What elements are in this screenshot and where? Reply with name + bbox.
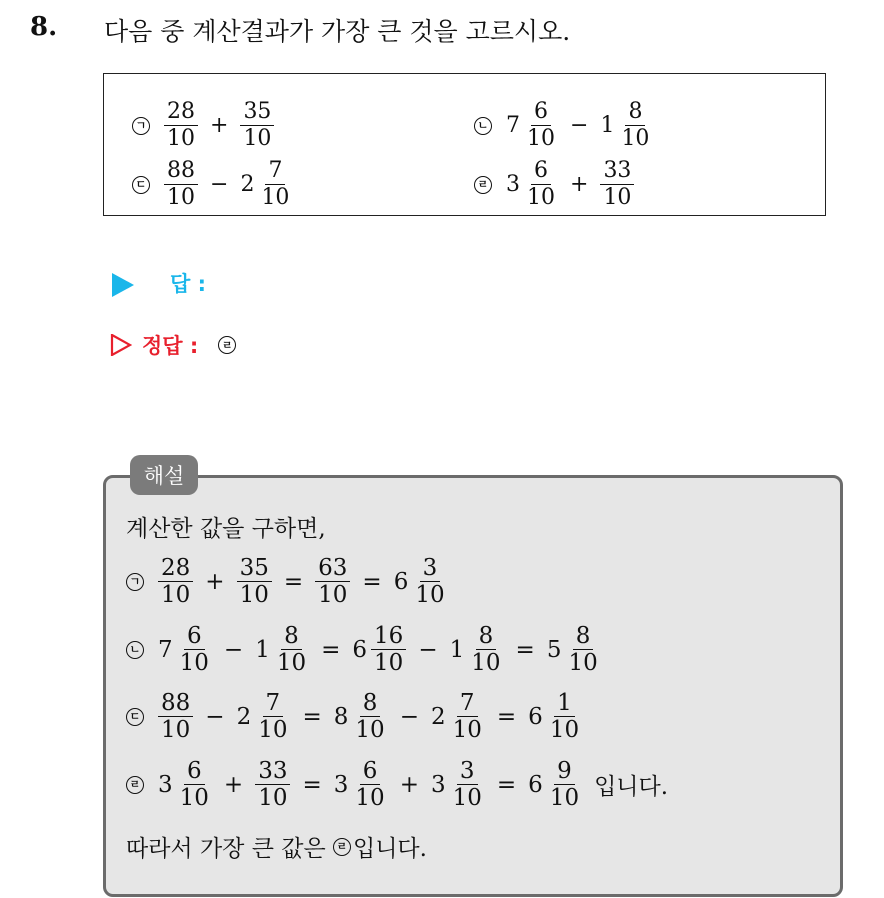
numerator: 88 (158, 690, 193, 717)
choice-a (132, 99, 278, 152)
denominator: 10 (239, 582, 269, 608)
numerator: 8 (625, 99, 645, 126)
fraction (547, 690, 582, 743)
explanation-line-c (126, 690, 586, 743)
fraction (237, 555, 272, 608)
numerator: 33 (255, 758, 290, 785)
fraction (524, 99, 558, 152)
operator: + (210, 113, 229, 138)
fraction (412, 555, 447, 608)
fraction (600, 158, 634, 211)
choice-c (132, 158, 296, 211)
numerator: 8 (281, 623, 302, 650)
fraction (158, 690, 193, 743)
numerator: 16 (371, 623, 406, 650)
denominator: 10 (179, 785, 209, 811)
numerator: 8 (573, 623, 594, 650)
explanation-conclusion (126, 830, 427, 863)
outline-triangle-icon (110, 334, 132, 356)
fraction (177, 623, 212, 676)
denominator: 10 (527, 126, 555, 151)
denominator: 10 (415, 582, 445, 608)
denominator: 10 (355, 785, 385, 811)
whole-number: 7 (506, 113, 520, 138)
fraction (352, 690, 387, 743)
numerator: 7 (265, 158, 285, 185)
choice-d (474, 158, 638, 211)
whole-number: 3 (506, 172, 520, 197)
fraction (450, 690, 485, 743)
denominator: 10 (603, 185, 632, 210)
explanation-line-a (126, 555, 452, 608)
correct-answer-marker: ㄹ (218, 336, 236, 354)
equals-sign: = (302, 703, 322, 730)
fraction (255, 758, 290, 811)
fraction (371, 623, 406, 676)
numerator: 8 (476, 623, 497, 650)
whole-number: 3 (158, 771, 173, 798)
numerator: 6 (184, 623, 205, 650)
explanation-intro: 계산한 값을 구하면, (126, 516, 326, 542)
equals-sign: = (496, 703, 517, 730)
fraction (240, 99, 274, 152)
whole-number: 8 (333, 703, 349, 730)
operator: − (570, 113, 589, 138)
choice-b-marker: ㄴ (474, 117, 492, 135)
denominator: 10 (161, 717, 191, 743)
denominator: 10 (243, 126, 272, 151)
fraction (158, 555, 193, 608)
numerator: 9 (554, 758, 575, 785)
numerator: 1 (554, 690, 575, 717)
denominator: 10 (261, 185, 290, 210)
conclusion-text: 따라서 가장 큰 값은 (126, 836, 333, 862)
denominator: 10 (549, 785, 580, 811)
play-triangle-icon (112, 273, 134, 297)
numerator: 33 (600, 158, 634, 185)
question-text: 다음 중 계산결과가 가장 큰 것을 고르시오. (104, 17, 571, 46)
numerator: 35 (237, 555, 272, 582)
numerator: 63 (315, 555, 350, 582)
choice-a-marker: ㄱ (132, 117, 150, 135)
whole-number: 2 (236, 703, 252, 730)
fraction (315, 555, 350, 608)
explanation-tag: 해설 (130, 455, 198, 495)
numerator: 3 (457, 758, 478, 785)
numerator: 6 (531, 158, 551, 185)
operator: − (223, 636, 244, 663)
fraction (618, 99, 652, 152)
answer-row (112, 268, 206, 298)
equals-sign: = (321, 636, 341, 663)
fraction (255, 690, 290, 743)
choice-b (474, 99, 656, 152)
fraction (565, 623, 600, 676)
equals-sign: = (515, 636, 535, 663)
answer-label: 답 : (170, 272, 206, 296)
choice-c-marker: ㄷ (132, 176, 150, 194)
denominator: 10 (167, 126, 195, 151)
denominator: 10 (167, 185, 195, 210)
whole-number: 3 (430, 771, 446, 798)
numerator: 28 (158, 555, 193, 582)
whole-number: 2 (240, 172, 255, 197)
denominator: 10 (179, 650, 209, 676)
whole-number: 6 (352, 636, 368, 663)
denominator: 10 (621, 126, 650, 151)
denominator: 10 (161, 582, 191, 608)
operator: + (205, 568, 225, 595)
numerator: 88 (164, 158, 198, 185)
fraction (164, 158, 198, 211)
fraction (524, 158, 558, 211)
question-number: 8. (30, 12, 58, 42)
conclusion-suffix: 입니다. (353, 836, 427, 862)
denominator: 10 (276, 650, 307, 676)
correct-answer-label: 정답 : (142, 334, 199, 358)
explanation-line-d (126, 758, 668, 811)
choice-d-marker: ㄹ (474, 176, 492, 194)
whole-number: 7 (158, 636, 173, 663)
line-a-marker: ㄱ (126, 573, 144, 591)
line-c-marker: ㄷ (126, 708, 144, 726)
whole-number: 6 (528, 703, 543, 730)
operator: − (205, 703, 225, 730)
denominator: 10 (568, 650, 598, 676)
fraction (164, 99, 198, 152)
whole-number: 5 (546, 636, 562, 663)
line-b-marker: ㄴ (126, 641, 144, 659)
operator: + (570, 172, 589, 197)
whole-number: 1 (600, 113, 615, 138)
fraction (258, 158, 292, 211)
numerator: 8 (360, 690, 381, 717)
denominator: 10 (549, 717, 580, 743)
operator: − (418, 636, 438, 663)
whole-number: 3 (333, 771, 349, 798)
fraction (450, 758, 485, 811)
equals-sign: = (283, 568, 304, 595)
operator: + (223, 771, 244, 798)
denominator: 10 (355, 717, 385, 743)
denominator: 10 (452, 785, 482, 811)
denominator: 10 (452, 717, 482, 743)
line-d-marker: ㄹ (126, 776, 144, 794)
numerator: 6 (184, 758, 205, 785)
equals-sign: = (496, 771, 517, 798)
numerator: 28 (164, 99, 198, 126)
explanation-line-b (126, 623, 605, 676)
fraction (274, 623, 309, 676)
operator: − (399, 703, 419, 730)
fraction (352, 758, 387, 811)
correct-answer-value (218, 336, 246, 354)
numerator: 6 (360, 758, 381, 785)
whole-number: 6 (393, 568, 409, 595)
fraction (547, 758, 582, 811)
line-d-suffix: 입니다. (594, 774, 669, 800)
denominator: 10 (374, 650, 404, 676)
numerator: 35 (240, 99, 274, 126)
fraction (468, 623, 503, 676)
numerator: 7 (457, 690, 478, 717)
denominator: 10 (527, 185, 555, 210)
operator: + (399, 771, 419, 798)
whole-number: 2 (430, 703, 446, 730)
denominator: 10 (471, 650, 501, 676)
denominator: 10 (258, 717, 288, 743)
whole-number: 1 (449, 636, 465, 663)
operator: − (210, 172, 229, 197)
whole-number: 1 (255, 636, 270, 663)
whole-number: 6 (528, 771, 543, 798)
equals-sign: = (302, 771, 322, 798)
denominator: 10 (318, 582, 348, 608)
fraction (177, 758, 212, 811)
conclusion-marker: ㄹ (333, 838, 351, 856)
correct-answer-row (110, 330, 246, 360)
numerator: 7 (263, 690, 284, 717)
equals-sign: = (362, 568, 382, 595)
numerator: 3 (420, 555, 441, 582)
numerator: 6 (531, 99, 551, 126)
denominator: 10 (258, 785, 288, 811)
